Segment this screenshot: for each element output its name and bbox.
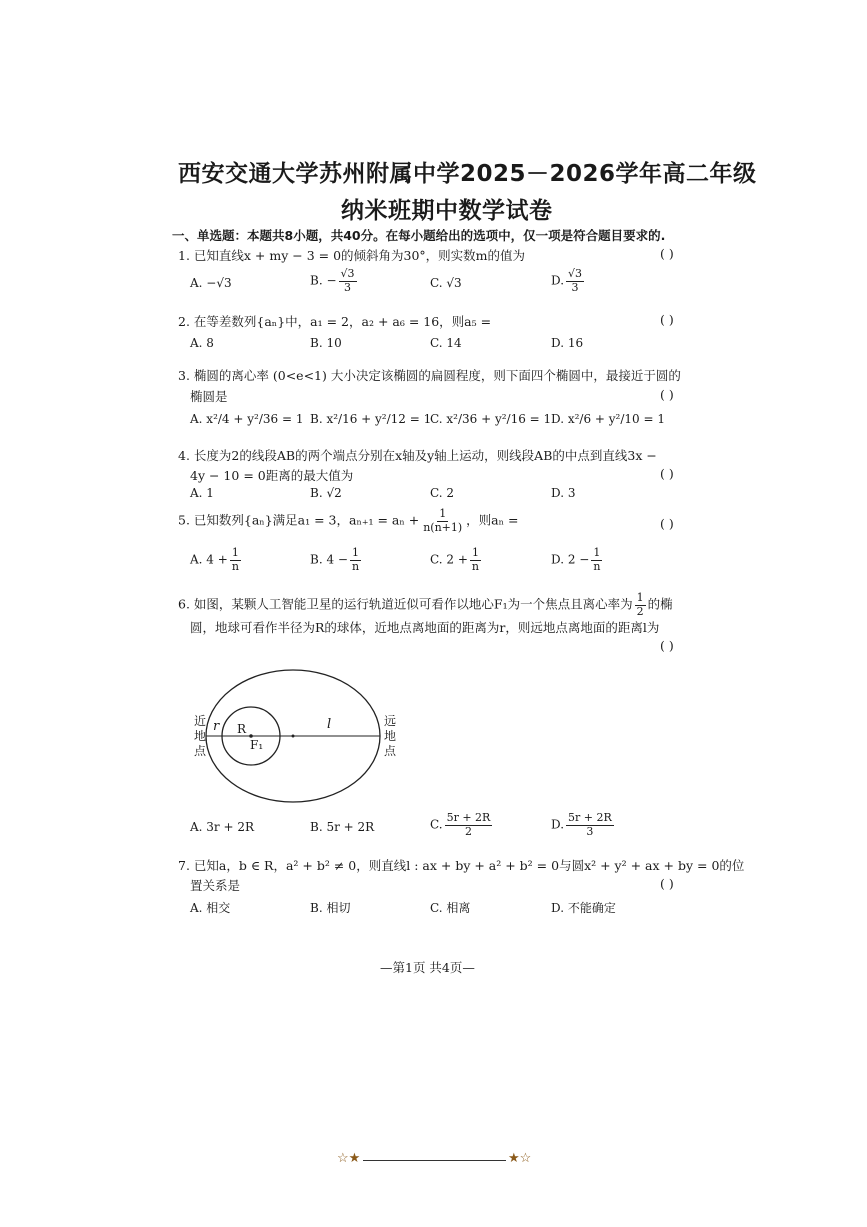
q4-option-c: C. 2 — [430, 486, 455, 500]
footer-stars-right: ★☆ — [508, 1151, 532, 1166]
q5-option-a: A. 4 + $\frac{1}{n}$ — [190, 546, 239, 573]
question-3-stem-line2: 椭圆是 — [190, 389, 228, 404]
exam-title-line1: 西安交通大学苏州附属中学2025－2026学年高二年级 — [178, 161, 757, 187]
q2-option-a: A. 8 — [190, 336, 214, 350]
orbit-diagram — [185, 665, 415, 810]
center-point — [292, 735, 295, 738]
answer-blank-3: ( ) — [660, 387, 674, 402]
section-header: 一、单选题：本题共8小题，共40分。在每小题给出的选项中，仅一项是符合题目要求的. — [172, 228, 666, 243]
answer-blank-7: ( ) — [660, 876, 674, 891]
q7-option-b: B. 相切 — [310, 901, 351, 915]
radius-R-label: R — [237, 722, 247, 736]
answer-blank-5: ( ) — [660, 516, 674, 531]
near-point-label: 近地点 — [194, 714, 207, 758]
answer-blank-4: ( ) — [660, 466, 674, 481]
q2-option-d: D. 16 — [551, 336, 584, 350]
q6-option-d: D. $\frac{5r + 2R}{3}$ — [551, 811, 612, 838]
answer-blank-6: ( ) — [660, 638, 674, 653]
q7-option-a: A. 相交 — [190, 901, 231, 915]
q4-option-b: B. √2 — [310, 486, 342, 500]
q6-option-b: B. 5r + 2R — [310, 820, 375, 834]
q2-option-c: C. 14 — [430, 336, 462, 350]
question-1-stem: 1. 已知直线x + my − 3 = 0的倾斜角为30°，则实数m的值为 — [178, 248, 526, 263]
q5-option-c: C. 2 + $\frac{1}{n}$ — [430, 546, 479, 573]
q4-option-a: A. 1 — [190, 486, 214, 500]
distance-l-label: l — [327, 717, 332, 732]
page-number: —第1页 共4页— — [380, 960, 475, 975]
q3-option-a: A. x²/4 + y²/36 = 1 — [190, 412, 304, 426]
question-7-stem-line1: 7. 已知a，b ∈ R，a² + b² ≠ 0，则直线l : ax + by + a² + b² = 0与圆x² + y² + ax + by = 0的位 — [178, 858, 745, 873]
q3-option-c: C. x²/36 + y²/16 = 1 — [430, 412, 552, 426]
footer-rule — [363, 1160, 506, 1161]
far-point-label: 远地点 — [384, 714, 397, 758]
question-5-stem: 5. 已知数列{aₙ}满足a₁ = 3，aₙ₊₁ = aₙ + $\frac{1}{n(n+1)}$ ，则aₙ = — [178, 507, 519, 534]
distance-r-label: r — [213, 719, 220, 734]
q1-option-b: B. − $\frac{√3}{3}$ — [310, 267, 355, 294]
q3-option-b: B. x²/16 + y²/12 = 1 — [310, 412, 432, 426]
footer-stars-left: ☆★ — [337, 1151, 361, 1166]
q5-option-b: B. 4 − $\frac{1}{n}$ — [310, 546, 360, 573]
answer-blank-2: ( ) — [660, 312, 674, 327]
question-4-stem-line2: 4y − 10 = 0距离的最大值为 — [190, 468, 354, 483]
question-6-stem-line2: 圆，地球可看作半径为R的球体，近地点离地面的距离为r，则远地点离地面的距离l为 — [190, 620, 660, 635]
q2-option-b: B. 10 — [310, 336, 342, 350]
focus-F1-label: F₁ — [250, 738, 264, 752]
answer-blank-1: ( ) — [660, 246, 674, 261]
q1-option-a: A. −√3 — [190, 276, 232, 290]
question-7-stem-line2: 置关系是 — [190, 878, 241, 893]
q3-option-d: D. x²/6 + y²/10 = 1 — [551, 412, 665, 426]
q7-option-c: C. 相离 — [430, 901, 471, 915]
exam-title-line2: 纳米班期中数学试卷 — [341, 198, 553, 224]
q6-option-a: A. 3r + 2R — [190, 820, 255, 834]
q1-option-d: D. $\frac{√3}{3}$ — [551, 267, 583, 294]
question-2-stem: 2. 在等差数列{aₙ}中，a₁ = 2，a₂ + a₆ = 16，则a₅ = — [178, 314, 492, 329]
q5-option-d: D. 2 − $\frac{1}{n}$ — [551, 546, 601, 573]
question-6-stem-line1: 6. 如图，某颗人工智能卫星的运行轨道近似可看作以地心F₁为一个焦点且离心率为 $\frac{1}{2}$ 的椭 — [178, 591, 673, 618]
q1-option-c: C. √3 — [430, 276, 462, 290]
question-3-stem-line1: 3. 椭圆的离心率 (0<e<1) 大小决定该椭圆的扁圆程度，则下面四个椭圆中，最接近于圆的 — [178, 368, 681, 383]
q7-option-d: D. 不能确定 — [551, 901, 616, 915]
question-4-stem-line1: 4. 长度为2的线段AB的两个端点分别在x轴及y轴上运动，则线段AB的中点到直线3x − — [178, 448, 657, 463]
q4-option-d: D. 3 — [551, 486, 576, 500]
q6-option-c: C. $\frac{5r + 2R}{2}$ — [430, 811, 491, 838]
